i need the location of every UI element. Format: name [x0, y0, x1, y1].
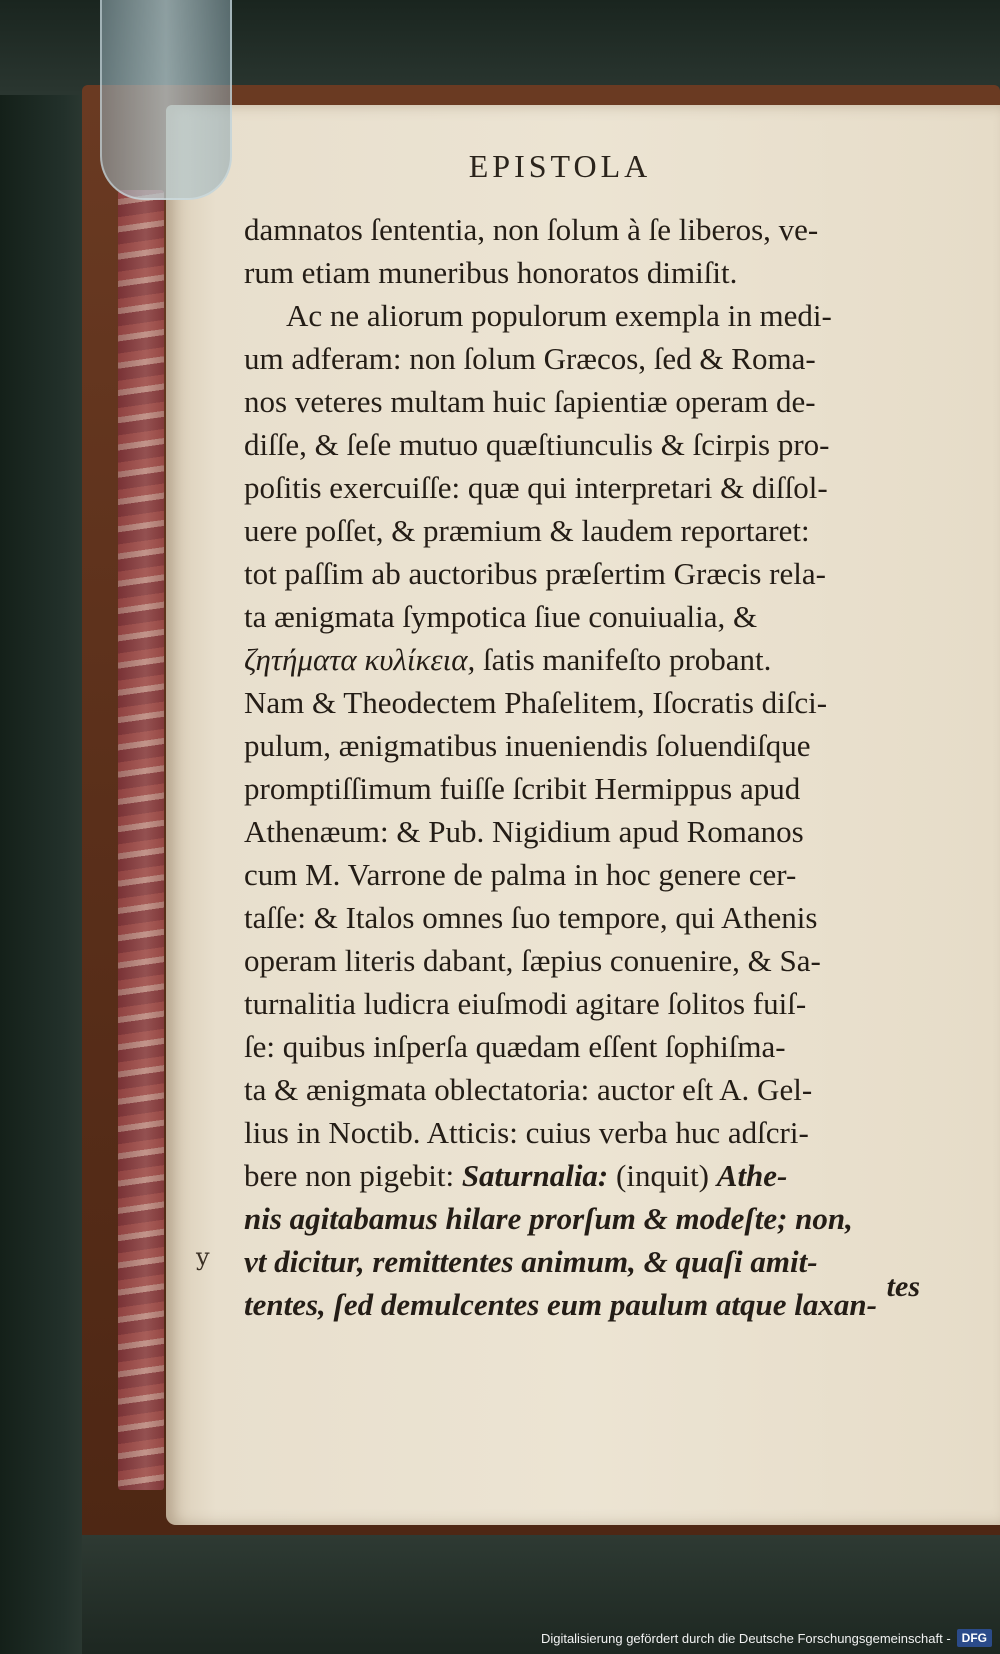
text-line	[244, 380, 944, 423]
text-line	[244, 423, 944, 466]
line-text: bere non pigebit:	[244, 1158, 462, 1193]
dark-background-left	[0, 0, 90, 1654]
italic-quotation: tentes, ſed demulcentes eum paulum atque laxan-	[244, 1287, 877, 1322]
line-text: tot paſſim ab auctoribus præſertim Græcis rela-	[244, 556, 826, 591]
dfg-logo[interactable]: DFG	[957, 1629, 992, 1647]
text-line	[244, 767, 944, 810]
line-text: turnalitia ludicra eiuſmodi agitare ſolitos fuiſ-	[244, 986, 807, 1021]
catchword: tes	[886, 1270, 920, 1303]
line-text: Nam & Theodectem Phaſelitem, Iſocratis diſci-	[244, 685, 828, 720]
text-line	[244, 896, 944, 939]
line-text: operam literis dabant, ſæpius conuenire, & Sa-	[244, 943, 821, 978]
text-line	[244, 1240, 944, 1283]
marbled-page-edge	[118, 190, 164, 1490]
text-line	[244, 1154, 944, 1197]
italic-quotation: Athe-	[716, 1158, 788, 1193]
line-text: taſſe: & Italos omnes ſuo tempore, qui Athenis	[244, 900, 818, 935]
line-text: pulum, ænigmatibus inueniendis ſoluendiſque	[244, 728, 811, 763]
line-text: uere poſſet, & præmium & laudem reportaret:	[244, 513, 810, 548]
line-text: poſitis exercuiſſe: quæ qui interpretari & diſſol-	[244, 470, 828, 505]
text-line	[244, 466, 944, 509]
text-line	[244, 982, 944, 1025]
line-text: Ac ne aliorum populorum exempla in medi-	[286, 298, 832, 333]
page-holder-clip	[100, 0, 232, 200]
line-text: lius in Noctib. Atticis: cuius verba huc adſcri-	[244, 1115, 809, 1150]
text-line	[244, 724, 944, 767]
line-text: ſatis manifeſto probant.	[482, 642, 772, 677]
text-line	[244, 1068, 944, 1111]
text-line	[244, 294, 944, 337]
greek-phrase: ζητήματα κυλίκεια,	[244, 642, 483, 677]
text-line	[244, 853, 944, 896]
line-text: (inquit)	[608, 1158, 717, 1193]
text-line	[244, 1025, 944, 1068]
line-text: um adferam: non ſolum Græcos, ſed & Roma-	[244, 341, 816, 376]
text-line	[244, 939, 944, 982]
line-text: promptiſſimum fuiſſe ſcribit Hermippus apud	[244, 771, 801, 806]
text-line	[244, 1197, 944, 1240]
text-line	[244, 681, 944, 724]
text-block	[244, 208, 944, 1326]
line-text: ſe: quibus inſperſa quædam eſſent ſophiſma-	[244, 1029, 786, 1064]
text-line	[244, 337, 944, 380]
text-line	[244, 208, 944, 251]
text-line	[244, 509, 944, 552]
text-line	[244, 638, 944, 681]
running-head: EPISTOLA	[468, 148, 652, 184]
italic-quotation: nis agitabamus hilare prorſum & modeſte; non,	[244, 1201, 853, 1236]
text-line	[244, 1283, 944, 1326]
marginal-mark: y	[196, 1243, 210, 1271]
line-text: diſſe, & ſeſe mutuo quæſtiunculis & ſcirpis pro-	[244, 427, 830, 462]
italic-quotation: Saturnalia:	[461, 1158, 609, 1193]
line-text: cum M. Varrone de palma in hoc genere cer-	[244, 857, 797, 892]
text-line	[244, 1111, 944, 1154]
text-line	[244, 251, 944, 294]
line-text: rum etiam muneribus honoratos dimiſit.	[244, 255, 738, 290]
line-text: damnatos ſententia, non ſolum à ſe liberos, ve-	[244, 212, 819, 247]
text-line	[244, 552, 944, 595]
line-text: ta ænigmata ſympotica ſiue conuiualia, &	[244, 599, 758, 634]
line-text: Athenæum: & Pub. Nigidium apud Romanos	[244, 814, 804, 849]
line-text: ta & ænigmata oblectatoria: auctor eſt A. Gel-	[244, 1072, 813, 1107]
digitization-footer	[541, 1626, 992, 1650]
italic-quotation: vt dicitur, remittentes animum, & quaſi amit-	[244, 1244, 818, 1279]
footer-credit-text: Digitalisierung gefördert durch die Deutsche Forschungsgemeinschaft -	[540, 1630, 951, 1646]
text-line	[244, 810, 944, 853]
text-line	[244, 595, 944, 638]
line-text: nos veteres multam huic ſapientiæ operam de-	[244, 384, 816, 419]
